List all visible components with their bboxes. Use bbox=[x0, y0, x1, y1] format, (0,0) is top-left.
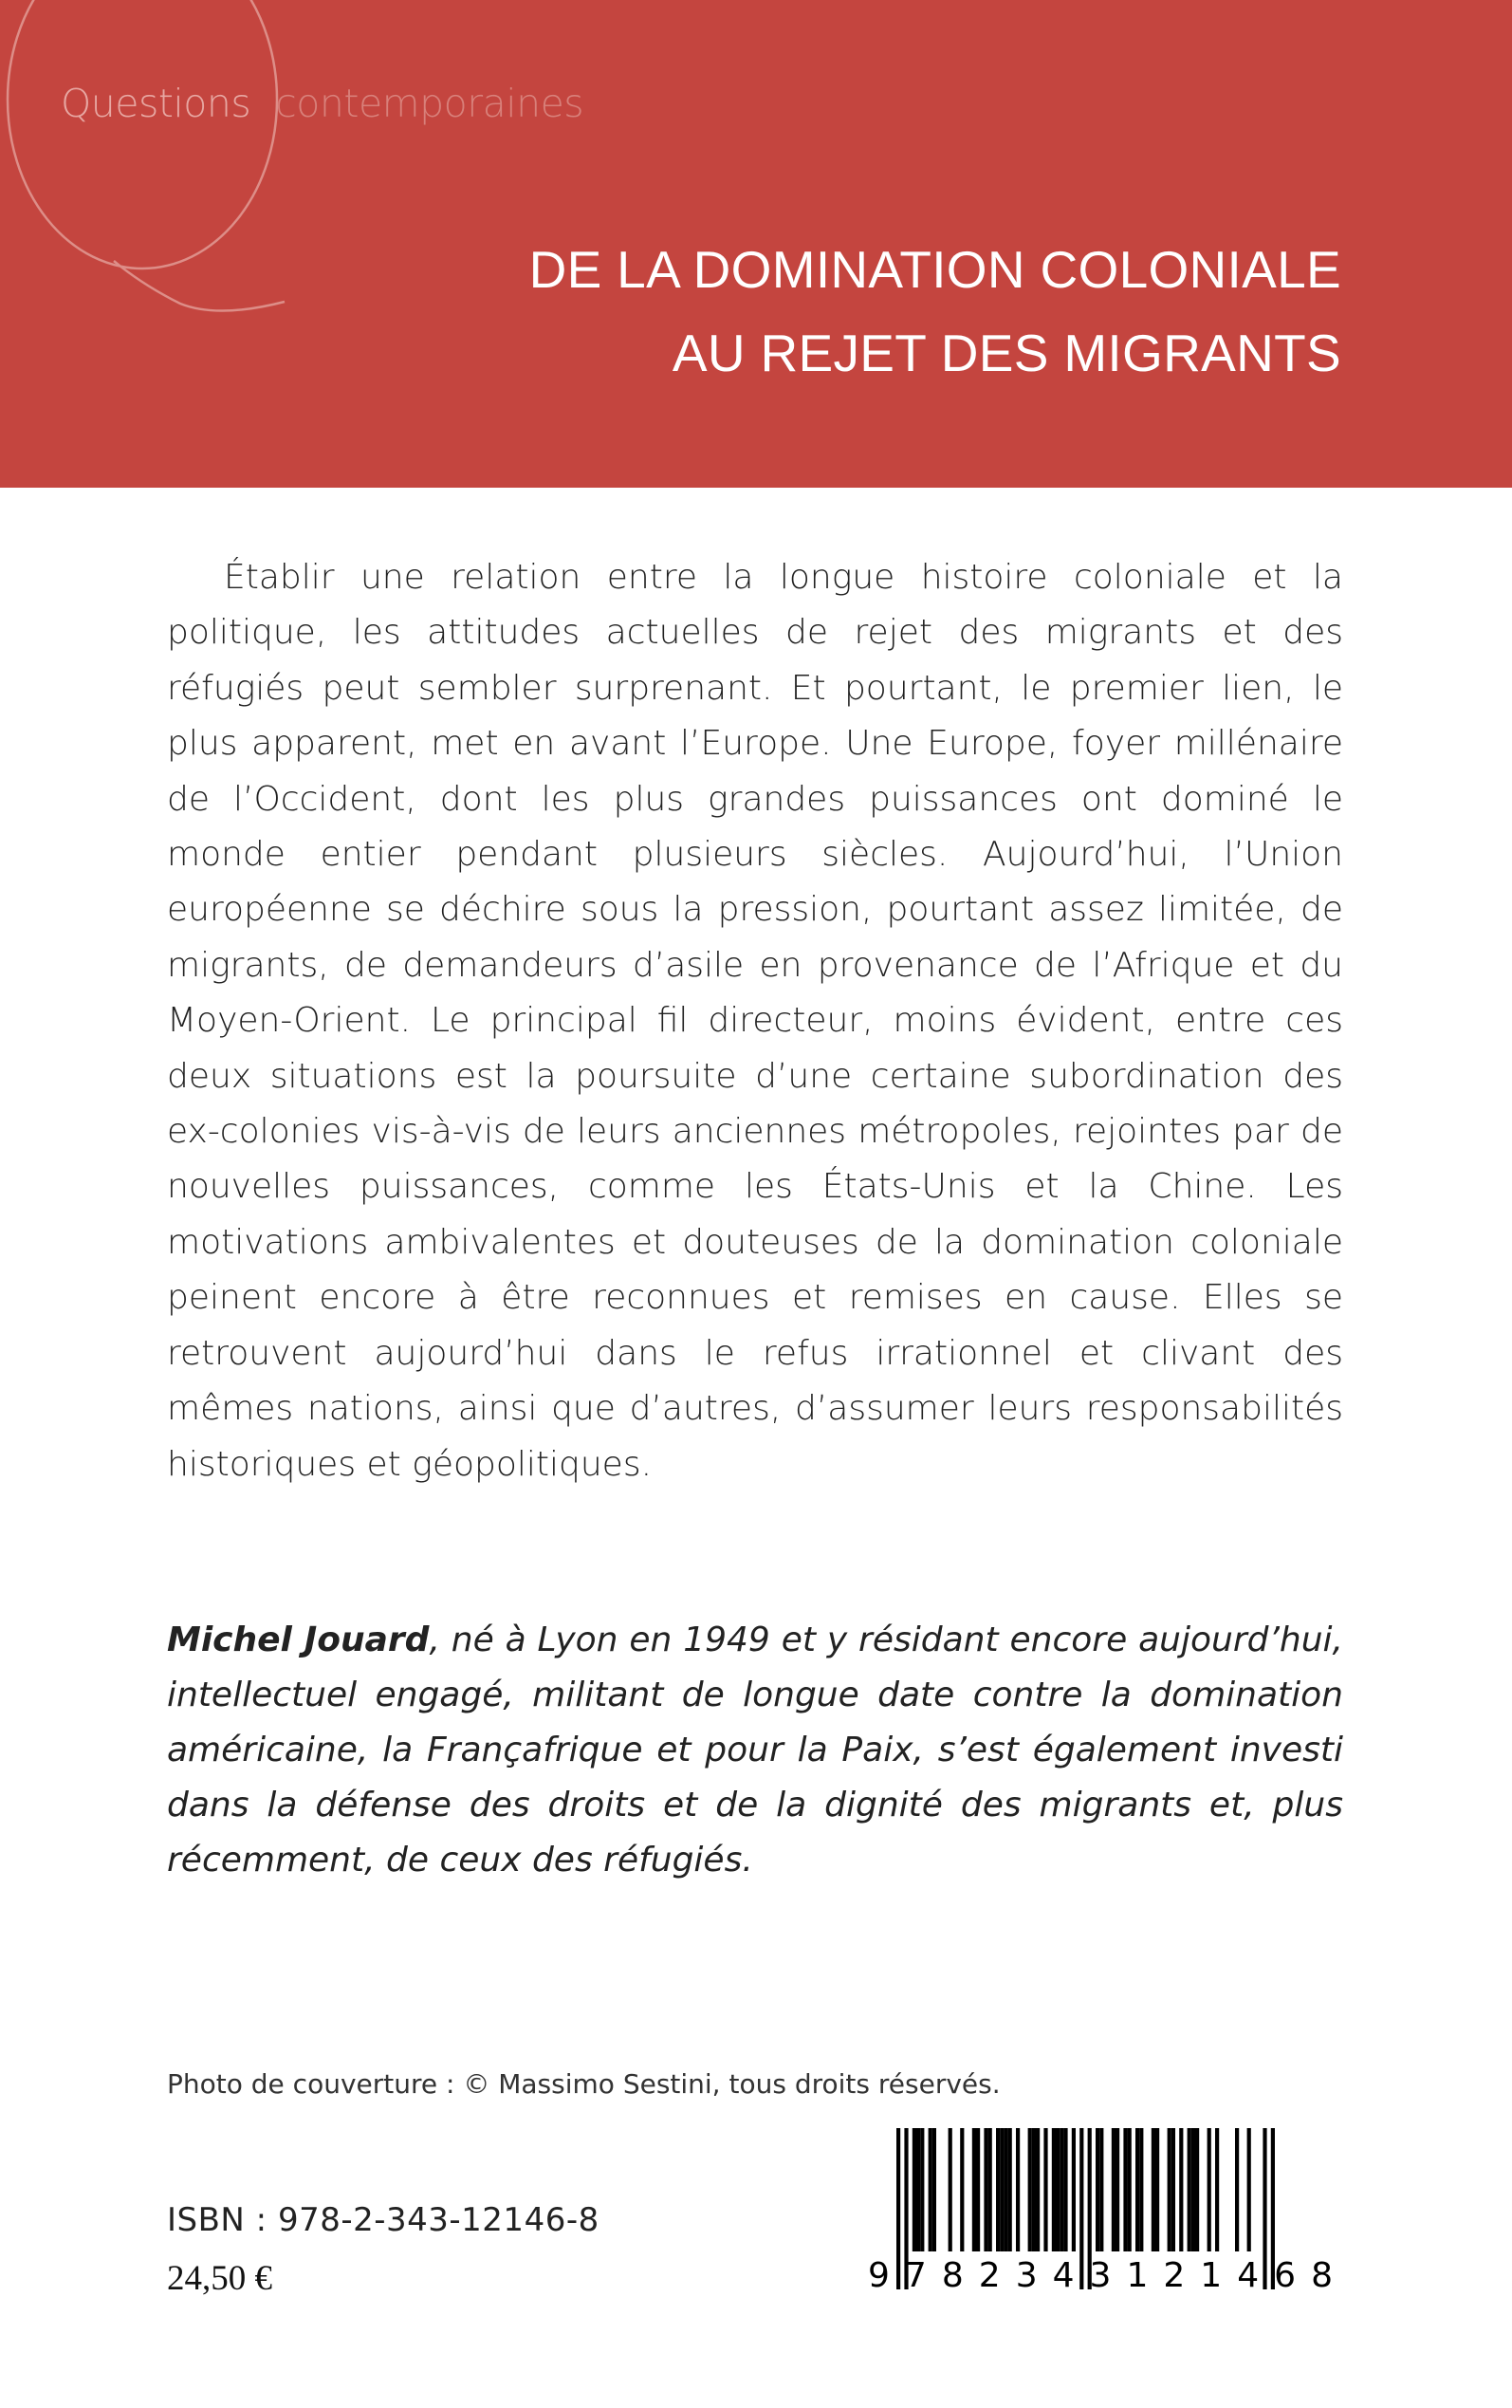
barcode-bar bbox=[960, 2128, 964, 2251]
barcode-bar bbox=[1171, 2128, 1175, 2251]
barcode-digit: 2 bbox=[978, 2256, 1001, 2295]
barcode-bar bbox=[1028, 2128, 1032, 2251]
barcode-bar bbox=[1168, 2128, 1171, 2251]
series-name bbox=[61, 81, 583, 126]
barcode-bar bbox=[1096, 2128, 1099, 2251]
barcode-bar bbox=[920, 2128, 924, 2251]
barcode-bar bbox=[984, 2128, 987, 2251]
barcode-bar bbox=[1135, 2128, 1139, 2251]
barcode-bar bbox=[929, 2128, 932, 2251]
barcode-bar bbox=[1004, 2128, 1007, 2251]
barcode-bar bbox=[1152, 2128, 1155, 2251]
barcode-bar bbox=[949, 2128, 952, 2251]
isbn-text: ISBN : 978-2-343-12146-8 bbox=[167, 2201, 599, 2239]
barcode-bar bbox=[916, 2128, 920, 2251]
barcode-digit: 4 bbox=[1052, 2256, 1075, 2295]
barcode-bar bbox=[1128, 2128, 1132, 2251]
barcode-digit: 4 bbox=[1237, 2256, 1260, 2295]
barcode-bar bbox=[1036, 2128, 1040, 2251]
barcode-bar bbox=[1032, 2128, 1036, 2251]
barcode-bar bbox=[988, 2128, 992, 2251]
barcode-bar bbox=[1043, 2128, 1047, 2251]
barcode-bar bbox=[1247, 2128, 1251, 2251]
barcode-digit: 1 bbox=[1200, 2256, 1223, 2295]
barcode-digit: 7 bbox=[904, 2256, 927, 2295]
barcode-bar bbox=[1063, 2128, 1067, 2251]
barcode-digit: 8 bbox=[941, 2256, 964, 2295]
barcode-digit: 1 bbox=[1126, 2256, 1149, 2295]
book-title bbox=[529, 228, 1341, 395]
price-text: 24,50 € bbox=[167, 2259, 272, 2298]
barcode-bar bbox=[1016, 2128, 1020, 2251]
barcode-bar bbox=[913, 2128, 916, 2251]
barcode-bar bbox=[1155, 2128, 1159, 2251]
barcode-bar bbox=[1235, 2128, 1239, 2251]
series-word-contemporaines: contemporaines bbox=[275, 81, 584, 126]
title-line-1: DE LA DOMINATION COLONIALE bbox=[528, 240, 1341, 299]
author-name: Michel Jouard bbox=[167, 1621, 430, 1659]
barcode-digit: 3 bbox=[1089, 2256, 1112, 2295]
barcode-bar bbox=[1215, 2128, 1219, 2251]
title-line-2: AU REJET DES MIGRANTS bbox=[672, 324, 1341, 382]
barcode-bar bbox=[1116, 2128, 1119, 2251]
barcode-digit: 8 bbox=[1311, 2256, 1333, 2295]
barcode-bar bbox=[996, 2128, 1000, 2251]
barcode-bar bbox=[1139, 2128, 1143, 2251]
barcode-bar bbox=[1195, 2128, 1199, 2251]
barcode-bar bbox=[1008, 2128, 1012, 2251]
barcode-bar bbox=[1099, 2128, 1103, 2251]
barcode-digit: 9 bbox=[868, 2256, 890, 2295]
barcode-digits bbox=[868, 2256, 1333, 2295]
barcode-bar bbox=[976, 2128, 980, 2251]
blurb-paragraph: Établir une relation entre la longue histoire coloniale et la politique, les attitudes actuelles de rejet des migrants et des réfugiés peut sembler surprenant. Et pourtant, le premier lien, le plus apparent, met en avant l’Europe. Une Europe, foyer millénaire de l’Occident, dont les plus grandes puissances ont dominé le monde entier pendant plusieurs siècles. Aujourd’hui, l’Union européenne se déchire sous la pression, pourtant assez limitée, de migrants, de demandeurs d’asile en provenance de l’Afrique et du Moyen-Orient. Le principal fil directeur, moins évident, entre ces deux situations est la poursuite d’une certaine subordination des ex-colonies vis-à-vis de leurs anciennes métropoles, rejointes par de nouvelles puissances, comme les États-Unis et la Chine. Les motivations ambivalentes et douteuses de la domination coloniale peinent encore à être reconnues et remises en cause. Elles se retrouvent aujourd’hui dans le refus irrationnel et clivant des mêmes nations, ainsi que d’autres, d’assumer leurs responsabilités historiques et géopolitiques. bbox=[167, 558, 1343, 1484]
author-bio-text: , né à Lyon en 1949 et y résidant encore aujourd’hui, intellectuel engagé, militant de longue date contre la domination américaine, la Françafrique et pour la Paix, s’est également investi dans la défense des droits et de la dignité des migrants et, plus récemment, de ceux des réfugiés. bbox=[167, 1621, 1343, 1880]
series-word-questions: Questions bbox=[61, 81, 251, 126]
barcode-digit: 3 bbox=[1015, 2256, 1038, 2295]
barcode-bar bbox=[1052, 2128, 1056, 2251]
barcode-digit: 2 bbox=[1163, 2256, 1186, 2295]
barcode-bar bbox=[1056, 2128, 1060, 2251]
barcode-digit: 6 bbox=[1274, 2256, 1297, 2295]
barcode-bar bbox=[1112, 2128, 1116, 2251]
author-bio bbox=[167, 1613, 1343, 1888]
barcode-bar bbox=[972, 2128, 976, 2251]
barcode-bar bbox=[1208, 2128, 1211, 2251]
barcode-bar bbox=[1000, 2128, 1004, 2251]
barcode-bar bbox=[1123, 2128, 1127, 2251]
header-band bbox=[0, 0, 1512, 488]
barcode-bar bbox=[1060, 2128, 1063, 2251]
barcode-bar bbox=[1179, 2128, 1183, 2251]
barcode-bar bbox=[1188, 2128, 1191, 2251]
barcode-bar bbox=[1072, 2128, 1076, 2251]
photo-credit: Photo de couverture : © Massimo Sestini, tous droits réservés. bbox=[167, 2068, 1001, 2100]
barcode-bar bbox=[1191, 2128, 1195, 2251]
q-logo-icon bbox=[0, 0, 323, 323]
barcode-bar bbox=[932, 2128, 936, 2251]
